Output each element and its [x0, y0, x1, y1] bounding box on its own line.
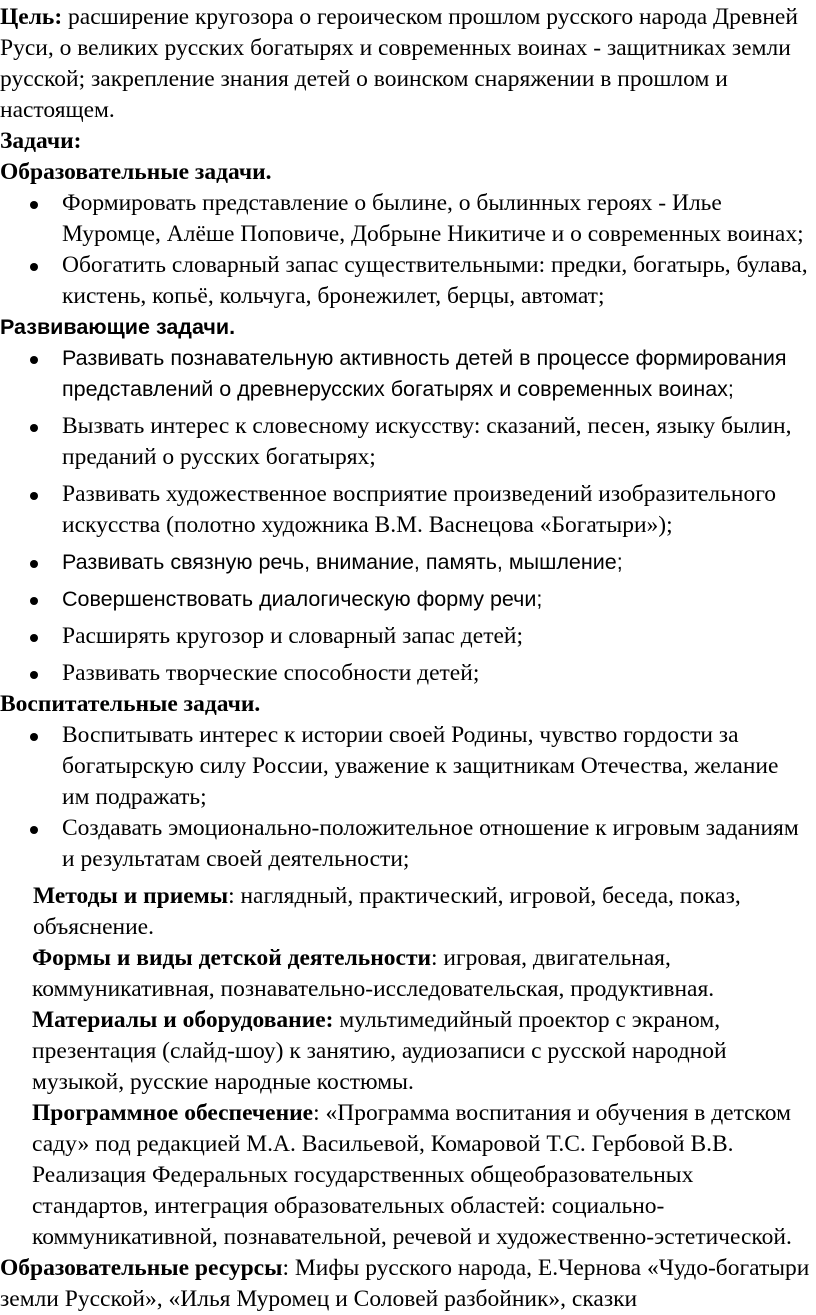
forms-label: Формы и виды детской деятельности: [32, 945, 432, 971]
bullet-icon: [30, 671, 38, 679]
list-item: Обогатить словарный запас существительными: предки, богатырь, булава, кистень, копьё, кольчуга, бронежилет, берцы, автомат;: [0, 250, 810, 312]
list-item: Развивать познавательную активность детей в процессе формирования представлений о древнерусских богатырях и современных воинах;: [0, 343, 810, 405]
list-item: Воспитывать интерес к истории своей Родины, чувство гордости за богатырскую силу России, уважение к защитникам Отечества, желание им подражать;: [0, 720, 810, 813]
tasks-heading: Задачи:: [0, 128, 82, 154]
bullet-icon: [30, 263, 38, 271]
list-item: Создавать эмоционально-положительное отношение к игровым заданиям и результатам своей деятельности;: [0, 813, 810, 875]
resources-paragraph: [0, 1253, 810, 1315]
resources-text: : Мифы русского народа, Е.Чернова «Чудо-богатыри земли Русской», «Илья Муромец и Соловей разбойник», сказки: [0, 1255, 810, 1312]
list-item: Развивать творческие способности детей;: [0, 658, 810, 689]
software-text: : «Программа воспитания и обучения в детском саду» под редакцией М.А. Васильевой, Комаровой Т.С. Гербовой В.В. Реализация Федеральных государственных общеобразовательных стандартов, интеграция образовательных областей: социально-коммуникативной, познавательной, речевой и художественно-эстетической.: [32, 1100, 792, 1250]
bullet-icon: [30, 424, 38, 432]
educational-list: [0, 188, 810, 312]
bullet-icon: [30, 492, 38, 500]
materials-label: Материалы и оборудование:: [32, 1007, 334, 1033]
developing-heading: Развивающие задачи.: [0, 315, 236, 339]
software-paragraph: [0, 1098, 810, 1253]
bullet-icon: [30, 560, 38, 568]
resources-label: Образовательные ресурсы: [0, 1255, 283, 1281]
bullet-icon: [30, 356, 38, 364]
methods-label: Методы и приемы: [33, 883, 229, 909]
list-item: Развивать художественное восприятие произведений изобразительного искусства (полотно художника В.М. Васнецова «Богатыри»);: [0, 479, 810, 541]
methods-text: : наглядный, практический, игровой, беседа, показ, объяснение.: [33, 883, 741, 940]
forms-text: : игровая, двигательная, коммуникативная, познавательно-исследовательская, продуктивная.: [32, 945, 715, 1002]
developing-list: [0, 343, 810, 689]
upbringing-list: [0, 720, 810, 875]
goal-label: Цель:: [0, 4, 63, 30]
list-item: Совершенствовать диалогическую форму речи;: [0, 584, 810, 615]
educational-heading: Образовательные задачи.: [0, 159, 272, 185]
upbringing-heading: Воспитательные задачи.: [0, 691, 261, 717]
goal-text: расширение кругозора о героическом прошлом русского народа Древней Руси, о великих русских богатырях и современных воинах - защитниках земли русской; закрепление знания детей о воинском снаряжении в прошлом и настоящем.: [0, 4, 798, 123]
list-item: Развивать связную речь, внимание, память, мышление;: [0, 547, 810, 578]
bullet-icon: [30, 201, 38, 209]
bullet-icon: [30, 597, 38, 605]
materials-paragraph: [0, 1005, 810, 1098]
bullet-icon: [30, 826, 38, 834]
materials-text: мультимедийный проектор с экраном, презентация (слайд-шоу) к занятию, аудиозаписи с русской народной музыкой, русские народные костюмы.: [32, 1007, 727, 1095]
bullet-icon: [30, 634, 38, 642]
list-item: Формировать представление о былине, о былинных героях - Илье Муромце, Алёше Поповиче, Добрыне Никитиче и о современных воинах;: [0, 188, 810, 250]
forms-paragraph: [0, 943, 810, 1005]
bullet-icon: [30, 733, 38, 741]
goal-paragraph: [0, 0, 810, 126]
software-label: Программное обеспечение: [32, 1100, 314, 1126]
list-item: Вызвать интерес к словесному искусству: сказаний, песен, языку былин, преданий о русских богатырях;: [0, 411, 810, 473]
list-item: Расширять кругозор и словарный запас детей;: [0, 621, 810, 652]
methods-paragraph: [0, 881, 810, 943]
